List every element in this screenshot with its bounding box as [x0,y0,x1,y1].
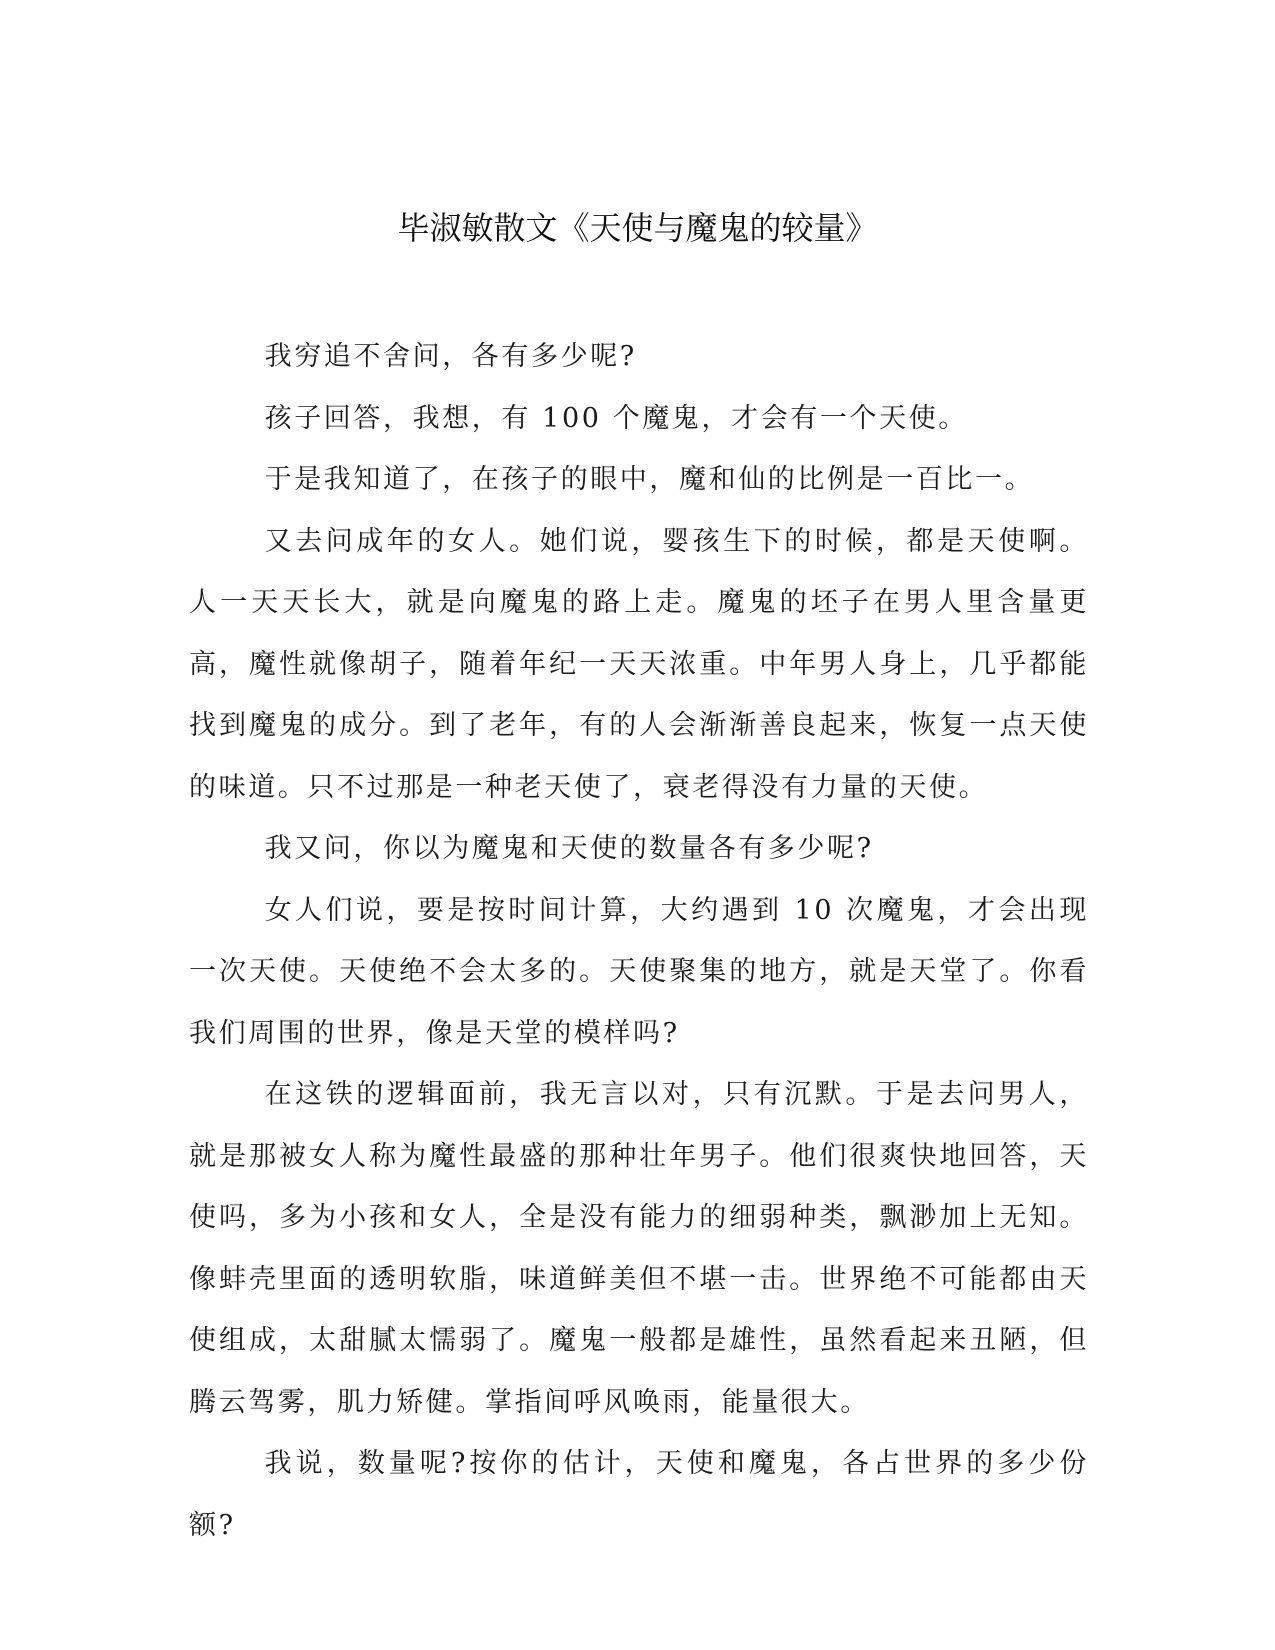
paragraph: 我穷追不舍问，各有多少呢? [264,341,637,372]
document-body [189,326,1089,1556]
paragraph: 我说，数量呢?按你的估计，天使和魔鬼，各占世界的多少份额? [189,1448,1089,1541]
paragraph: 孩子回答，我想，有 100 个魔鬼，才会有一个天使。 [264,402,968,434]
paragraph: 于是我知道了，在孩子的眼中，魔和仙的比例是一百比一。 [264,464,1035,495]
paragraph: 我又问，你以为魔鬼和天使的数量各有多少呢? [264,833,874,864]
paragraph: 在这铁的逻辑面前，我无言以对，只有沉默。于是去问男人，就是那被女人称为魔性最盛的那种壮年男子。他们很爽快地回答，天使吗，多为小孩和女人，全是没有能力的细弱种类，飘渺加上无知。像蚌壳里面的透明软脂，味道鲜美但不堪一击。世界绝不可能都由天使组成，太甜腻太懦弱了。魔鬼一般都是雄性，虽然看起来丑陋，但腾云驾雾，肌力矫健。掌指间呼风唤雨，能量很大。 [189,1079,1089,1418]
document-title: 毕淑敏散文《天使与魔鬼的较量》 [397,209,878,247]
paragraph: 女人们说，要是按时间计算，大约遇到 10 次魔鬼，才会出现一次天使。天使绝不会太多的。天使聚集的地方，就是天堂了。你看我们周围的世界，像是天堂的模样吗? [189,894,1089,1049]
paragraph: 又去问成年的女人。她们说，婴孩生下的时候，都是天使啊。人一天天长大，就是向魔鬼的路上走。魔鬼的坯子在男人里含量更高，魔性就像胡子，随着年纪一天天浓重。中年男人身上，几乎都能找到魔鬼的成分。到了老年，有的人会渐渐善良起来，恢复一点天使的味道。只不过那是一种老天使了，衰老得没有力量的天使。 [189,525,1089,803]
